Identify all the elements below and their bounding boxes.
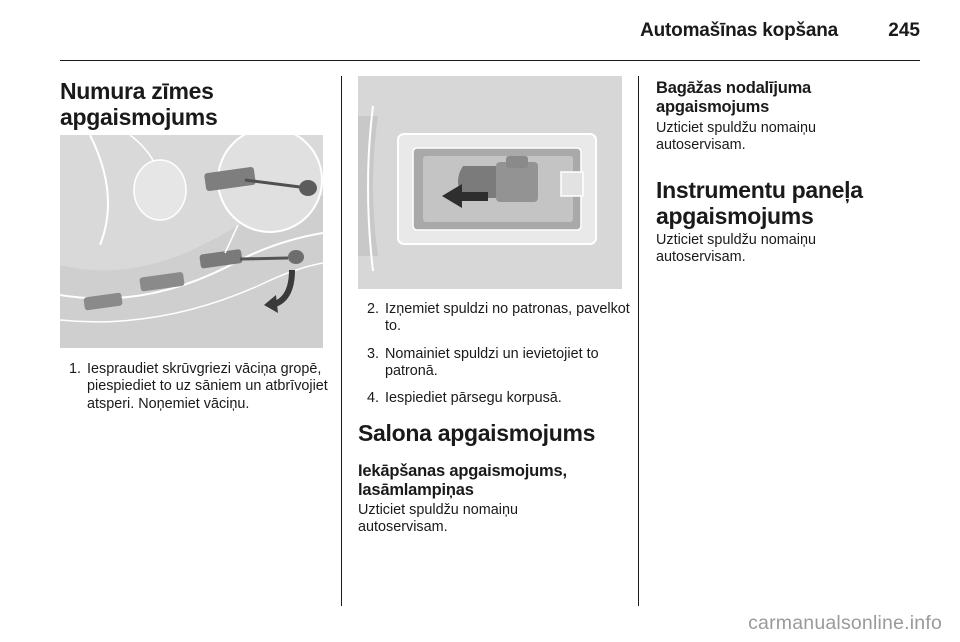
- list-item: 1. Iespraudiet skrūvgriezi vāciņa gropē, piespiediet to uz sāniem un atbrīvojiet atsperi. Noņemiet vāciņu.: [69, 361, 328, 412]
- list-item: 4. Iespiediet pārsegu korpusā.: [367, 390, 562, 407]
- running-header-title: Automašīnas kopšana: [640, 20, 838, 41]
- bulb-removal-illustration: [358, 76, 622, 289]
- entry-reading-lamps-subheading: Iekāpšanas apgaismojums, lasāmlampiņas: [358, 462, 567, 500]
- instrument-panel-lighting-heading: Instrumentu paneļa apgaismojums: [656, 177, 863, 229]
- column-divider-left: [341, 76, 342, 606]
- license-plate-cover-illustration: [60, 135, 323, 348]
- license-plate-lighting-heading: Numura zīmes apgaismojums: [60, 78, 218, 130]
- page-number: 245: [888, 20, 920, 41]
- watermark: carmanualsonline.info: [748, 612, 942, 634]
- column-divider-right: [638, 76, 639, 606]
- list-item: 2. Izņemiet spuldzi no patronas, pavelkot to.: [367, 301, 630, 335]
- trunk-lighting-subheading: Bagāžas nodalījuma apgaismojums: [656, 79, 812, 117]
- list-item: 3. Nomainiet spuldzi un ievietojiet to patronā.: [367, 345, 599, 379]
- steps-list-col1: [60, 361, 330, 423]
- interior-lighting-heading: Salona apgaismojums: [358, 420, 596, 446]
- instrument-panel-lighting-text: Uzticiet spuldžu nomaiņu autoservisam.: [656, 232, 816, 266]
- steps-list-col2: [358, 301, 630, 417]
- entry-reading-lamps-text: Uzticiet spuldžu nomaiņu autoservisam.: [358, 502, 518, 536]
- header-rule: [60, 60, 920, 61]
- trunk-lighting-text: Uzticiet spuldžu nomaiņu autoservisam.: [656, 120, 816, 154]
